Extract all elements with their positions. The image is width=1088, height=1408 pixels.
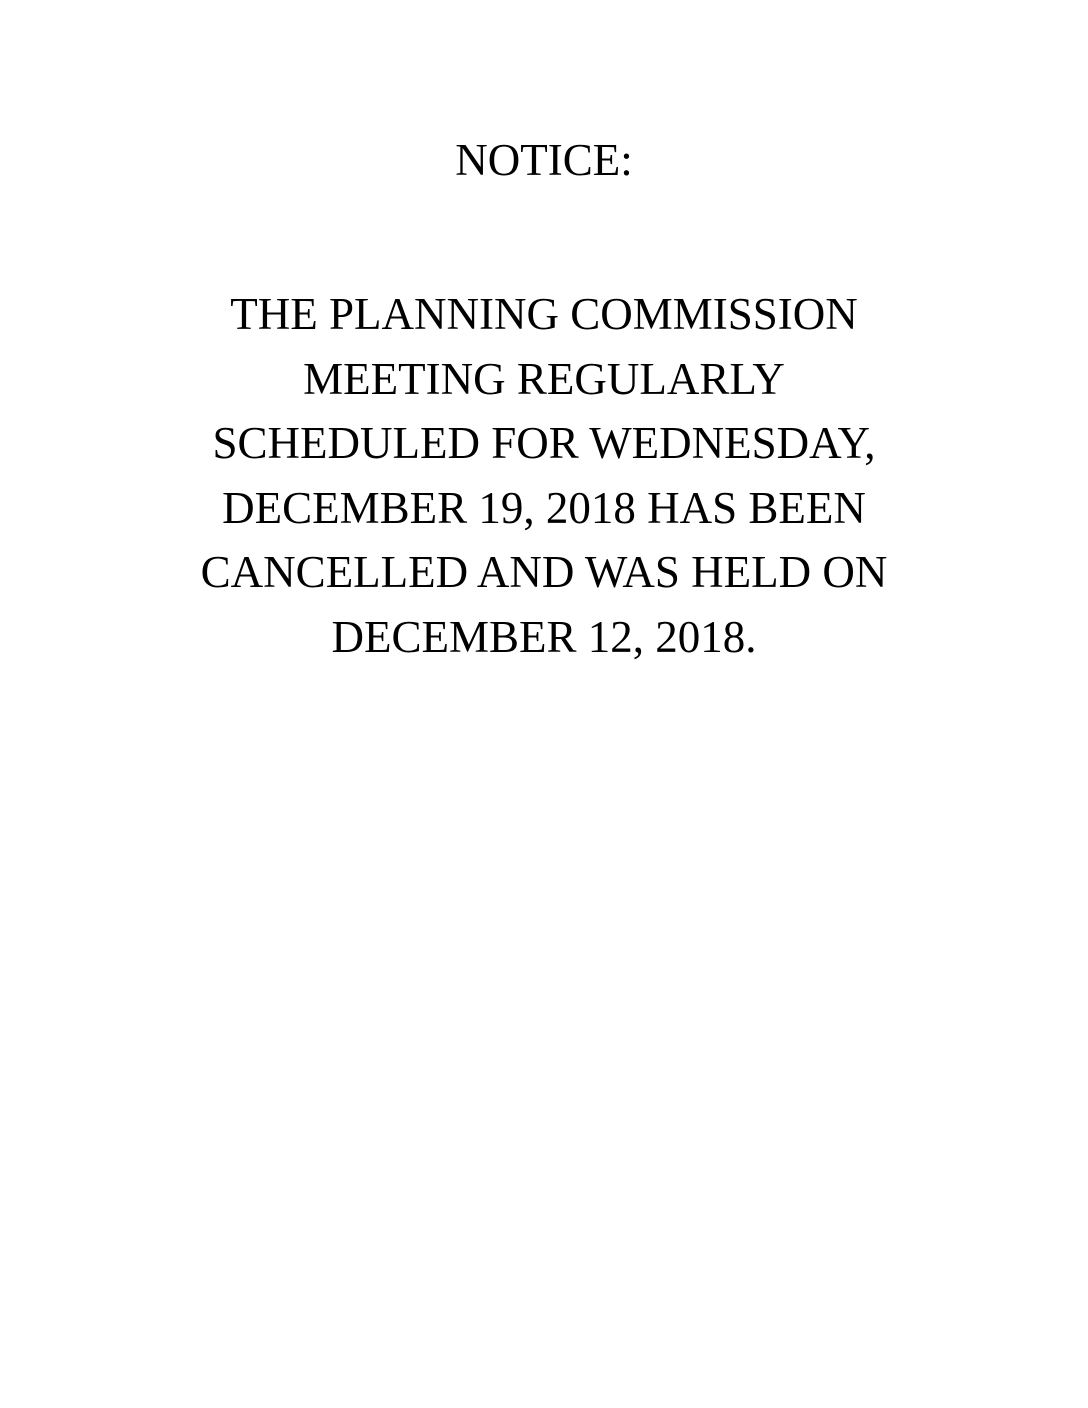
notice-line: SCHEDULED FOR WEDNESDAY, (212, 418, 876, 468)
notice-line: DECEMBER 12, 2018. (331, 611, 757, 662)
notice-body (0, 282, 1088, 669)
notice-line: CANCELLED AND WAS HELD ON (200, 547, 888, 597)
notice-line: THE PLANNING COMMISSION (230, 289, 858, 339)
notice-heading: NOTICE: (455, 135, 633, 185)
notice-line: MEETING REGULARLY (303, 353, 785, 404)
notice-line: DECEMBER 19, 2018 HAS BEEN (222, 482, 866, 533)
